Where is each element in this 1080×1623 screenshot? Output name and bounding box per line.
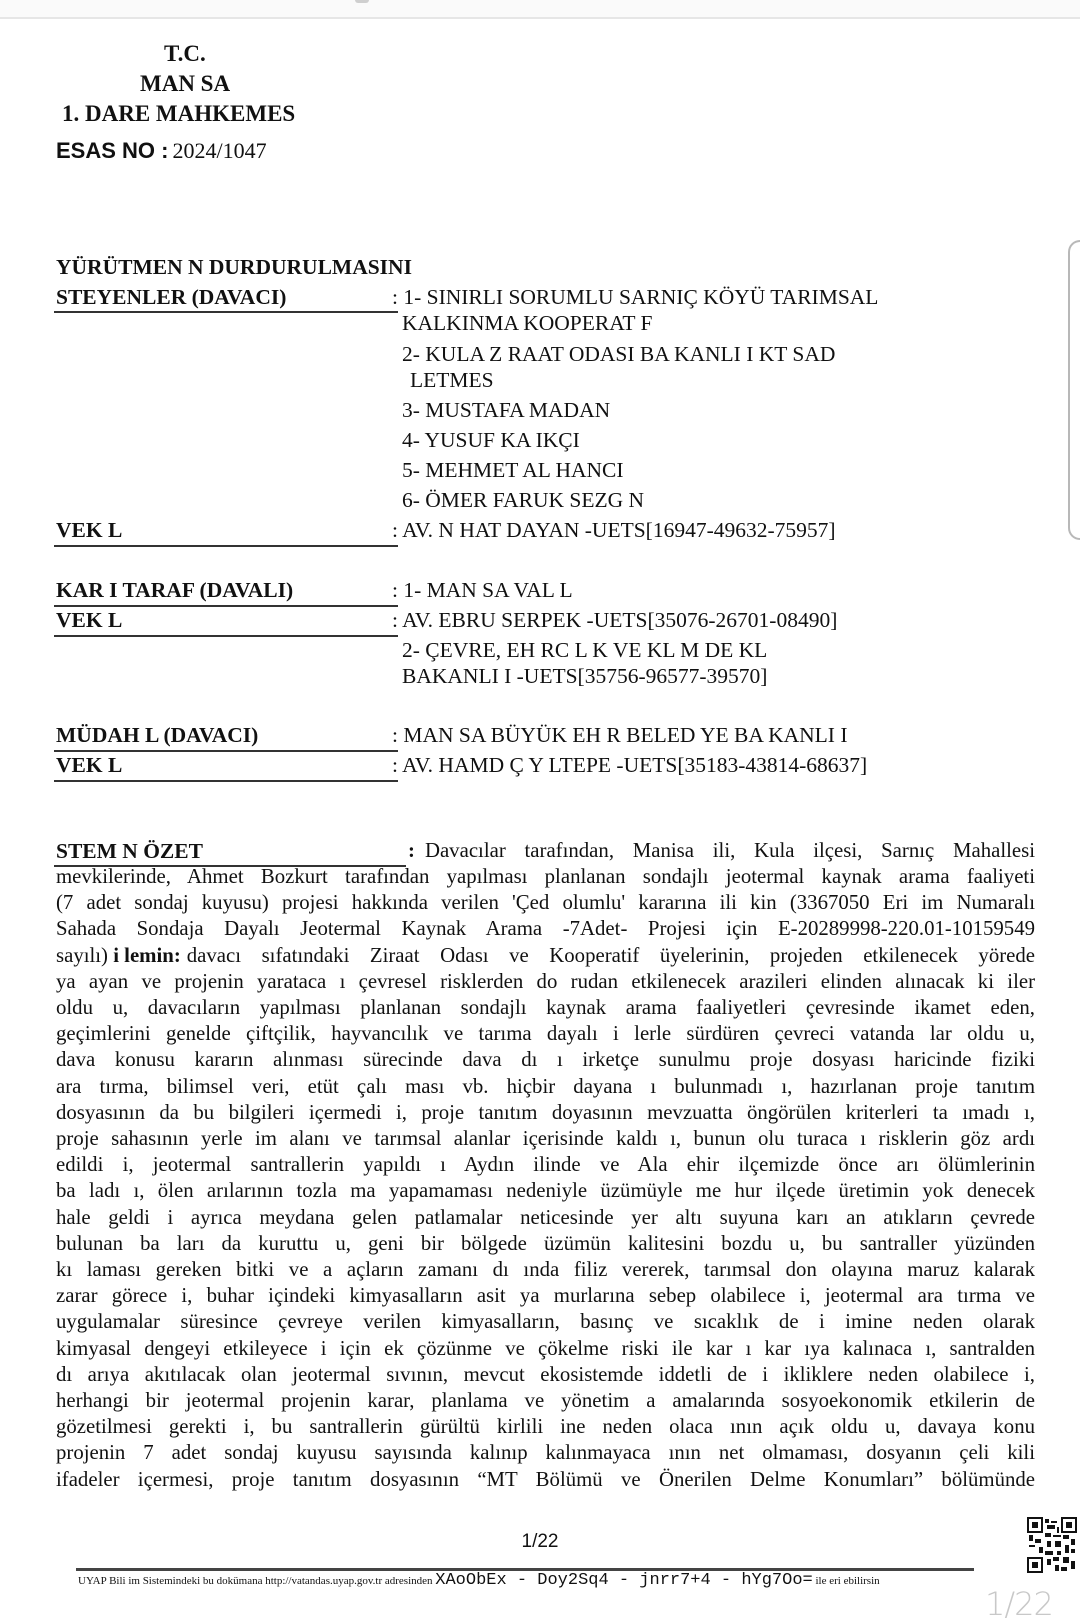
summary-line (56, 1100, 1035, 1126)
summary-line (56, 1467, 1035, 1493)
verification-code: XAoObEx - Doy2Sq4 - jnrr7+4 - hYg7Oo= (435, 1571, 813, 1590)
header-tc: T.C. (164, 41, 206, 66)
summary-line-text: kimyasal dengeyi etkileyece i için ek çözünme ve çökelme riski ile kar ı kar ıya kalınaca ı, santralden (56, 1336, 1035, 1360)
label-underline (54, 780, 398, 782)
summary-line (56, 1152, 1035, 1178)
viewer-page-indicator: 1/22 (985, 1585, 1053, 1623)
defendant-attorney: : AV. EBRU SERPEK -UETS[35076-26701-08490] (392, 608, 838, 632)
summary-line (56, 1178, 1035, 1204)
summary-line-text: mevkilerinde, Ahmet Bozkurt tarafından yapılması planlanan sondajlı jeotermal kaynak arama faaliyeti (56, 865, 1035, 888)
summary-line-text: edildi i, jeotermal santrallerin yapıldı ı Aydın ilinde ve Ala ehir ilçemizde önce arı ölümlerinin (56, 1153, 1035, 1177)
summary-line (56, 1047, 1035, 1073)
summary-line-part: sayılı) (56, 943, 108, 967)
plaintiff-2-line1: 2- KULA Z RAAT ODASI BA KANLI I KT SAD (402, 342, 836, 366)
case-number (56, 137, 267, 168)
summary-line-text: dava konusu kararın alınması sürecinde dava dı ı irketçe sunulmu proje dosyası haricinde fiziki (56, 1048, 1035, 1072)
summary-line-text: kı laması gereken bitki ve a açların zamanı dı ında filiz vererek, tarımsal don olayına maruz kalarak (56, 1258, 1035, 1282)
plaintiff-5: 5- MEHMET AL HANCI (402, 458, 624, 482)
summary-line (56, 1283, 1035, 1309)
summary-line (56, 1388, 1035, 1414)
summary-line (56, 1126, 1035, 1152)
plaintiff-3: 3- MUSTAFA MADAN (402, 398, 611, 422)
summary-line-text: proje sahasının yerle im alanı ve tarımsal alanlar içerisinde kaldı ı, bunun olu turaca ı risklerin göz ardı (56, 1127, 1035, 1151)
scrollbar-handle[interactable] (1068, 240, 1080, 540)
defendant-1: : 1- MAN SA VAL L (392, 578, 573, 602)
label-underline (54, 311, 398, 313)
summary-line-text: dosyasının da bu bilgileri içermedi i, proje tanıtım doyasının mevzuatta öngörülen kriterleri ta ımadı ı, (56, 1100, 1035, 1124)
summary-line-text: oldu u, davacıların yapılması planlanan sondajlı kaynak arama faaliyetleri çevresinde ikamet eden, (56, 996, 1035, 1020)
summary-line (56, 1074, 1035, 1100)
summary-line (56, 890, 1035, 916)
plaintiff-6: 6- ÖMER FARUK SEZG N (402, 488, 645, 512)
summary-line-text: ya ayan ve projenin yarataca ı çevresel risklerden do rudan etkilenecek arazileri elinden alınacak ki iler (56, 969, 1035, 993)
uyap-footer (78, 1572, 880, 1590)
plaintiff-attorney: : AV. N HAT DAYAN -UETS[16947-49632-75957] (392, 518, 836, 542)
summary-line-text: (7 adet sondaj kuyusu) projesi hakkında verilen 'Çed olumlu' kararına ili kin (3367050 Eri im Numaralı (56, 891, 1035, 915)
summary-line-text: ara tırma, bilimsel veri, etüt çalı ması vb. hiçbir dayana ı bulunmadı ı, hazırlanan proje tanıtım (56, 1074, 1035, 1098)
summary-label: STEM N ÖZET (56, 839, 203, 863)
summary-action-label: i lemin: (113, 943, 181, 967)
plaintiff-2-line2: LETMES (410, 368, 494, 392)
summary-line (56, 943, 1035, 969)
summary-line-text: dı arıya akıtılacak olan jeotermal sıvının, mevcut ekosistemde iddetli de i ikliklere neden olabilece i, (56, 1362, 1035, 1386)
summary-line-text: ba ladı ı, ölen arılarının tozla ma yapamaması nedeniyle üzümüyle me hur ilçede üretimin yok denecek (56, 1179, 1035, 1203)
summary-line-text: ifadeler içermesi, proje tanıtım dosyasının “MT Bölümü ve Önerilen Delme Konumları” bölümünde (56, 1467, 1035, 1491)
intervener-attorney: : AV. HAMD Ç Y LTEPE -UETS[35183-43814-68637] (392, 753, 868, 777)
header-court: 1. DARE MAHKEMES (62, 101, 296, 126)
defendant-attorney-label: VEK L (56, 608, 123, 632)
summary-line (56, 1414, 1035, 1440)
summary-line-text: Sahada Sondaja Dayalı Jeotermal Kaynak Arama -7Adet- Projesi için E-20289998-220.01-10159549 (56, 917, 1035, 941)
summary-line (56, 1309, 1035, 1335)
footer-text-before: UYAP Bili im Sistemindeki bu dokümana http://vatandas.uyap.gov.tr adresinden (78, 1575, 433, 1587)
intervener-label: MÜDAH L (DAVACI) (56, 723, 259, 747)
summary-line-text: zarar görece i, buhar içindeki kimyasalların asit ya murlarına sebep olabilece i, jeotermal ara tırma ve (56, 1284, 1035, 1308)
summary-body (56, 864, 1035, 1493)
summary-line-text: uygulamalar süresince çevreye verilen kimyasalların, basınç ve sıcaklık de i imine neden olarak (56, 1310, 1035, 1334)
summary-line-part: davacı sıfatındaki Ziraat Odası ve Kooperatif üyelerinin, projeden etkilenecek yörede (186, 943, 1035, 967)
summary-line (56, 1440, 1035, 1466)
summary-colon: : (408, 839, 415, 862)
defendant-label: KAR I TARAF (DAVALI) (56, 578, 294, 602)
plaintiffs-label-line2: STEYENLER (DAVACI) (56, 285, 287, 309)
label-underline (54, 635, 398, 637)
pull-tab-indicator (355, 0, 369, 3)
summary-line-text: projenin 7 adet sondaj kuyusu sayısında kalınıp kalınmayaca ının net olmaması, dosyanın çeli kili (56, 1441, 1035, 1465)
summary-line (56, 1205, 1035, 1231)
header-city: MAN SA (140, 71, 231, 96)
summary-line (56, 995, 1035, 1021)
defendant-2-line2: BAKANLI I -UETS[35756-96577-39570] (402, 664, 768, 688)
viewer-top-bar (0, 0, 1080, 19)
case-number-value: 2024/1047 (172, 138, 267, 163)
page-number: 1/22 (521, 1531, 559, 1552)
summary-line (56, 1336, 1035, 1362)
plaintiff-1-line2: KALKINMA KOOPERAT F (402, 311, 653, 335)
case-number-label: ESAS NO : (56, 138, 169, 163)
footer-text-after: ile eri ebilirsin (815, 1575, 880, 1587)
summary-line-text: hale geldi i ayrıca meydana gelen patlamalar neticesinde yer altı suyuna karı an atıkların çevrede (56, 1205, 1035, 1229)
summary-line (56, 1231, 1035, 1257)
summary-line (56, 1021, 1035, 1047)
summary-line-text: geçimlerini genelde çiftçilik, hayvancılık ve tarıma dayalı i lerle sürdüren çevreci vatanda lar oldu u, (56, 1022, 1035, 1046)
plaintiff-1-line1: : 1- SINIRLI SORUMLU SARNIÇ KÖYÜ TARIMSAL (392, 285, 879, 309)
summary-line-text: herhangi bir jeotermal projenin karar, planlama ve yönetim a amalarında sosyoekonomik etkilerin de (56, 1389, 1035, 1413)
summary-line (56, 864, 1035, 890)
summary-line (56, 1362, 1035, 1388)
summary-line: Davacılar tarafından, Manisa ili, Kula ilçesi, Sarnıç Mahallesi (424, 839, 1035, 862)
plaintiff-4: 4- YUSUF KA IKÇI (402, 428, 580, 452)
intervener: : MAN SA BÜYÜK EH R BELED YE BA KANLI I (392, 723, 848, 747)
summary-line-text: bulunan ba ları da kuruttu u, geni bir bölgede üzümün kalitesini bozdu u, bu santraller yüzünden (56, 1231, 1035, 1255)
summary-line-text: gözetilmesi gerekti i, bu santrallerin gürültü kirlili ine neden olaca ının açık oldu u, davaya konu (56, 1415, 1035, 1439)
summary-line (56, 969, 1035, 995)
summary-first-line (408, 838, 1035, 864)
plaintiff-attorney-label: VEK L (56, 518, 123, 542)
plaintiffs-label-line1: YÜRÜTMEN N DURDURULMASINI (56, 255, 412, 279)
summary-line (56, 1257, 1035, 1283)
label-underline (54, 545, 398, 547)
summary-line (56, 916, 1035, 942)
intervener-attorney-label: VEK L (56, 753, 123, 777)
qr-code-icon (1027, 1517, 1077, 1573)
defendant-2-line1: 2- ÇEVRE, EH RC L K VE KL M DE KL (402, 638, 768, 662)
